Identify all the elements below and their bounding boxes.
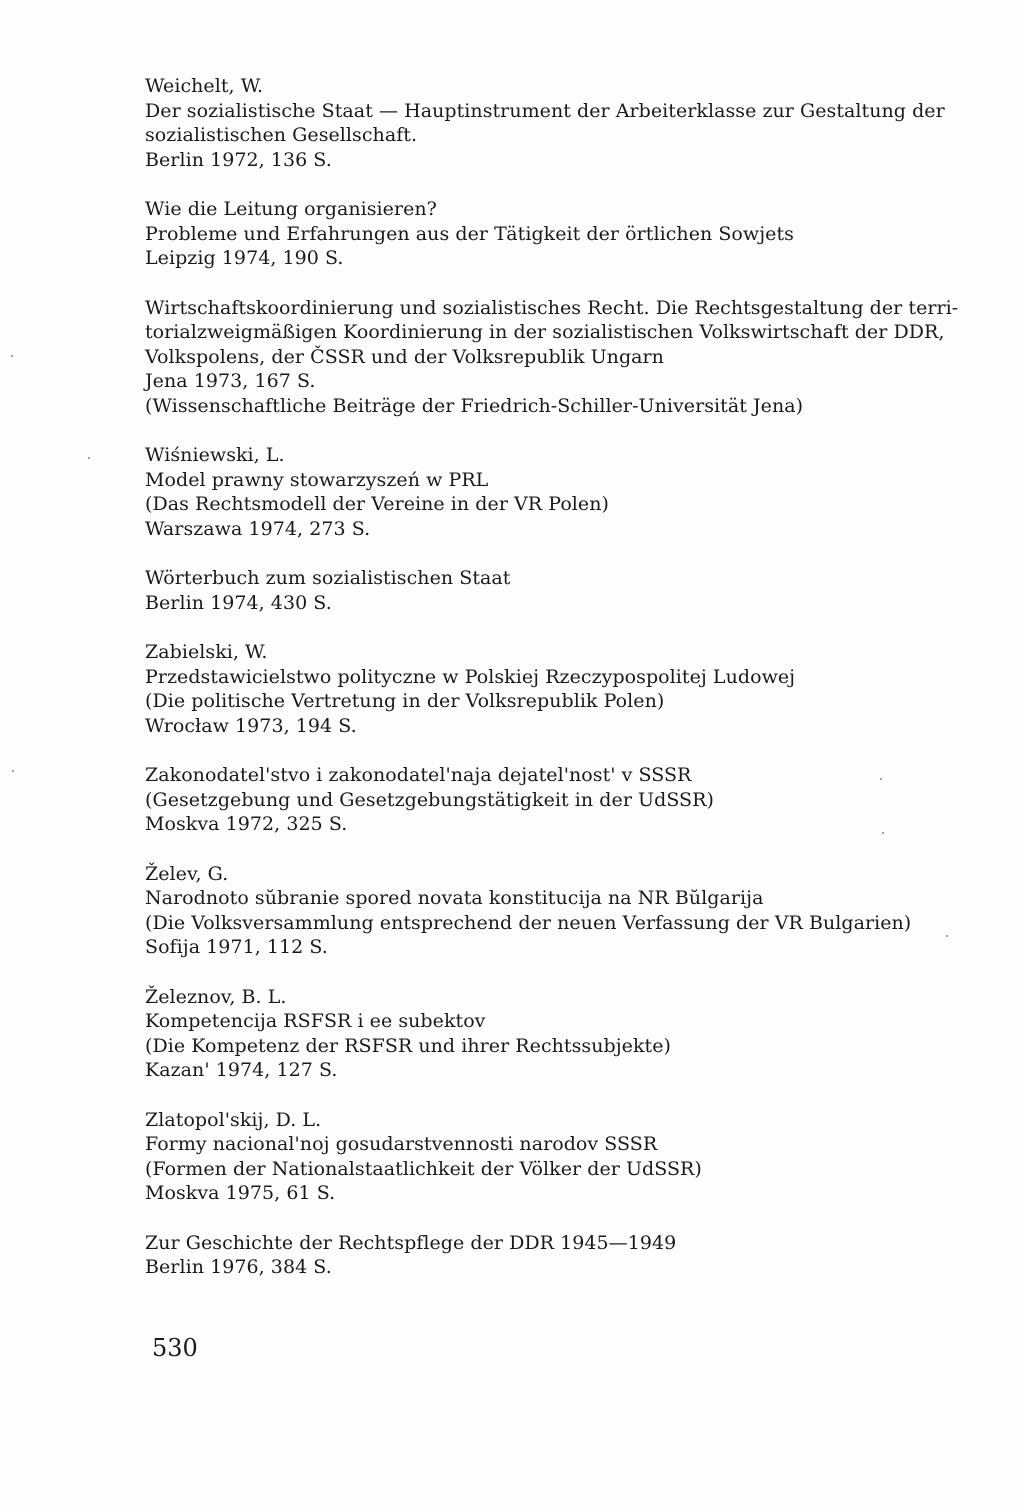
entry-title: Zur Geschichte der Rechtspflege der DDR 1945—1949 <box>145 1231 677 1254</box>
entry-publication: Berlin 1974, 430 S. <box>145 591 332 614</box>
scan-speck <box>880 778 882 780</box>
entry-title: Formy nacional'noj gosudarstvennosti narodov SSSR <box>145 1133 658 1155</box>
scan-speck <box>11 355 13 357</box>
bibliography-entry <box>145 1108 985 1206</box>
entry-publication: Berlin 1976, 384 S. <box>145 1256 332 1278</box>
entry-publication: Jena 1973, 167 S. <box>145 370 316 392</box>
entry-title: Wie die Leitung organisieren? <box>145 198 437 220</box>
entry-author: Wiśniewski, L. <box>145 444 285 466</box>
entry-translation: (Die politische Vertretung in der Volksrepublik Polen) <box>145 690 665 712</box>
entry-title: Volkspolens, der ČSSR und der Volksrepublik Ungarn <box>145 345 664 368</box>
scan-speck <box>12 770 14 772</box>
bibliography-entry <box>145 197 985 271</box>
bibliography-entry <box>145 862 985 960</box>
entry-title: torialzweigmäßigen Koordinierung in der sozialistischen Volkswirtschaft der DDR, <box>145 321 945 343</box>
entry-title: Przedstawicielstwo polityczne w Polskiej Rzeczypospolitej Ludowej <box>145 665 796 688</box>
bibliography-entry <box>145 1231 985 1280</box>
entry-author: Zlatopol'skij, D. L. <box>145 1108 322 1131</box>
entry-author: Železnov, B. L. <box>145 985 287 1008</box>
bibliography-entry <box>145 74 985 172</box>
entry-translation: (Die Kompetenz der RSFSR und ihrer Rechtssubjekte) <box>145 1034 671 1057</box>
entry-series: (Wissenschaftliche Beiträge der Friedrich-Schiller-Universität Jena) <box>145 394 804 417</box>
entry-author: Weichelt, W. <box>145 75 264 97</box>
bibliography-entry <box>145 443 985 541</box>
entry-publication: Warszawa 1974, 273 S. <box>145 517 371 540</box>
entry-publication: Leipzig 1974, 190 S. <box>145 247 344 269</box>
entry-title: Probleme und Erfahrungen aus der Tätigkeit der örtlichen Sowjets <box>145 222 794 245</box>
entry-title: Wörterbuch zum sozialistischen Staat <box>145 567 511 589</box>
entry-publication: Sofija 1971, 112 S. <box>145 936 328 958</box>
entry-publication: Moskva 1972, 325 S. <box>145 813 348 835</box>
entry-translation: (Gesetzgebung und Gesetzgebungstätigkeit in der UdSSR) <box>145 788 714 811</box>
entry-author: Želev, G. <box>145 862 229 885</box>
bibliography-entry <box>145 763 985 837</box>
entry-publication: Moskva 1975, 61 S. <box>145 1182 336 1204</box>
scan-speck <box>946 935 948 937</box>
entry-publication: Wrocław 1973, 194 S. <box>145 714 357 737</box>
bibliography-list <box>145 74 985 1305</box>
entry-translation: (Formen der Nationalstaatlichkeit der Völker der UdSSR) <box>145 1157 702 1180</box>
scan-speck <box>88 457 90 459</box>
entry-translation: (Die Volksversammlung entsprechend der neuen Verfassung der VR Bulgarien) <box>145 911 912 934</box>
scan-speck <box>882 832 884 834</box>
bibliography-entry <box>145 566 985 615</box>
entry-title: Zakonodatel'stvo i zakonodatel'naja dejatel'nost' v SSSR <box>145 764 692 786</box>
entry-translation: (Das Rechtsmodell der Vereine in der VR Polen) <box>145 493 609 515</box>
entry-title: Wirtschaftskoordinierung und sozialistisches Recht. Die Rechtsgestaltung der terri- <box>145 296 959 319</box>
entry-title: Der sozialistische Staat — Hauptinstrument der Arbeiterklasse zur Gestaltung der <box>145 99 945 122</box>
bibliography-entry <box>145 296 985 419</box>
page-number: 530 <box>152 1334 198 1362</box>
bibliography-entry <box>145 985 985 1083</box>
entry-publication: Berlin 1972, 136 S. <box>145 148 332 171</box>
entry-title: Model prawny stowarzyszeń w PRL <box>145 468 489 491</box>
entry-author: Zabielski, W. <box>145 641 268 663</box>
entry-title: Narodnoto sŭbranie spored novata konstitucija na NR Bŭlgarija <box>145 887 764 909</box>
entry-title: sozialistischen Gesellschaft. <box>145 124 418 146</box>
entry-publication: Kazan' 1974, 127 S. <box>145 1059 338 1081</box>
entry-title: Kompetencija RSFSR i ee subektov <box>145 1010 486 1032</box>
bibliography-entry <box>145 640 985 738</box>
